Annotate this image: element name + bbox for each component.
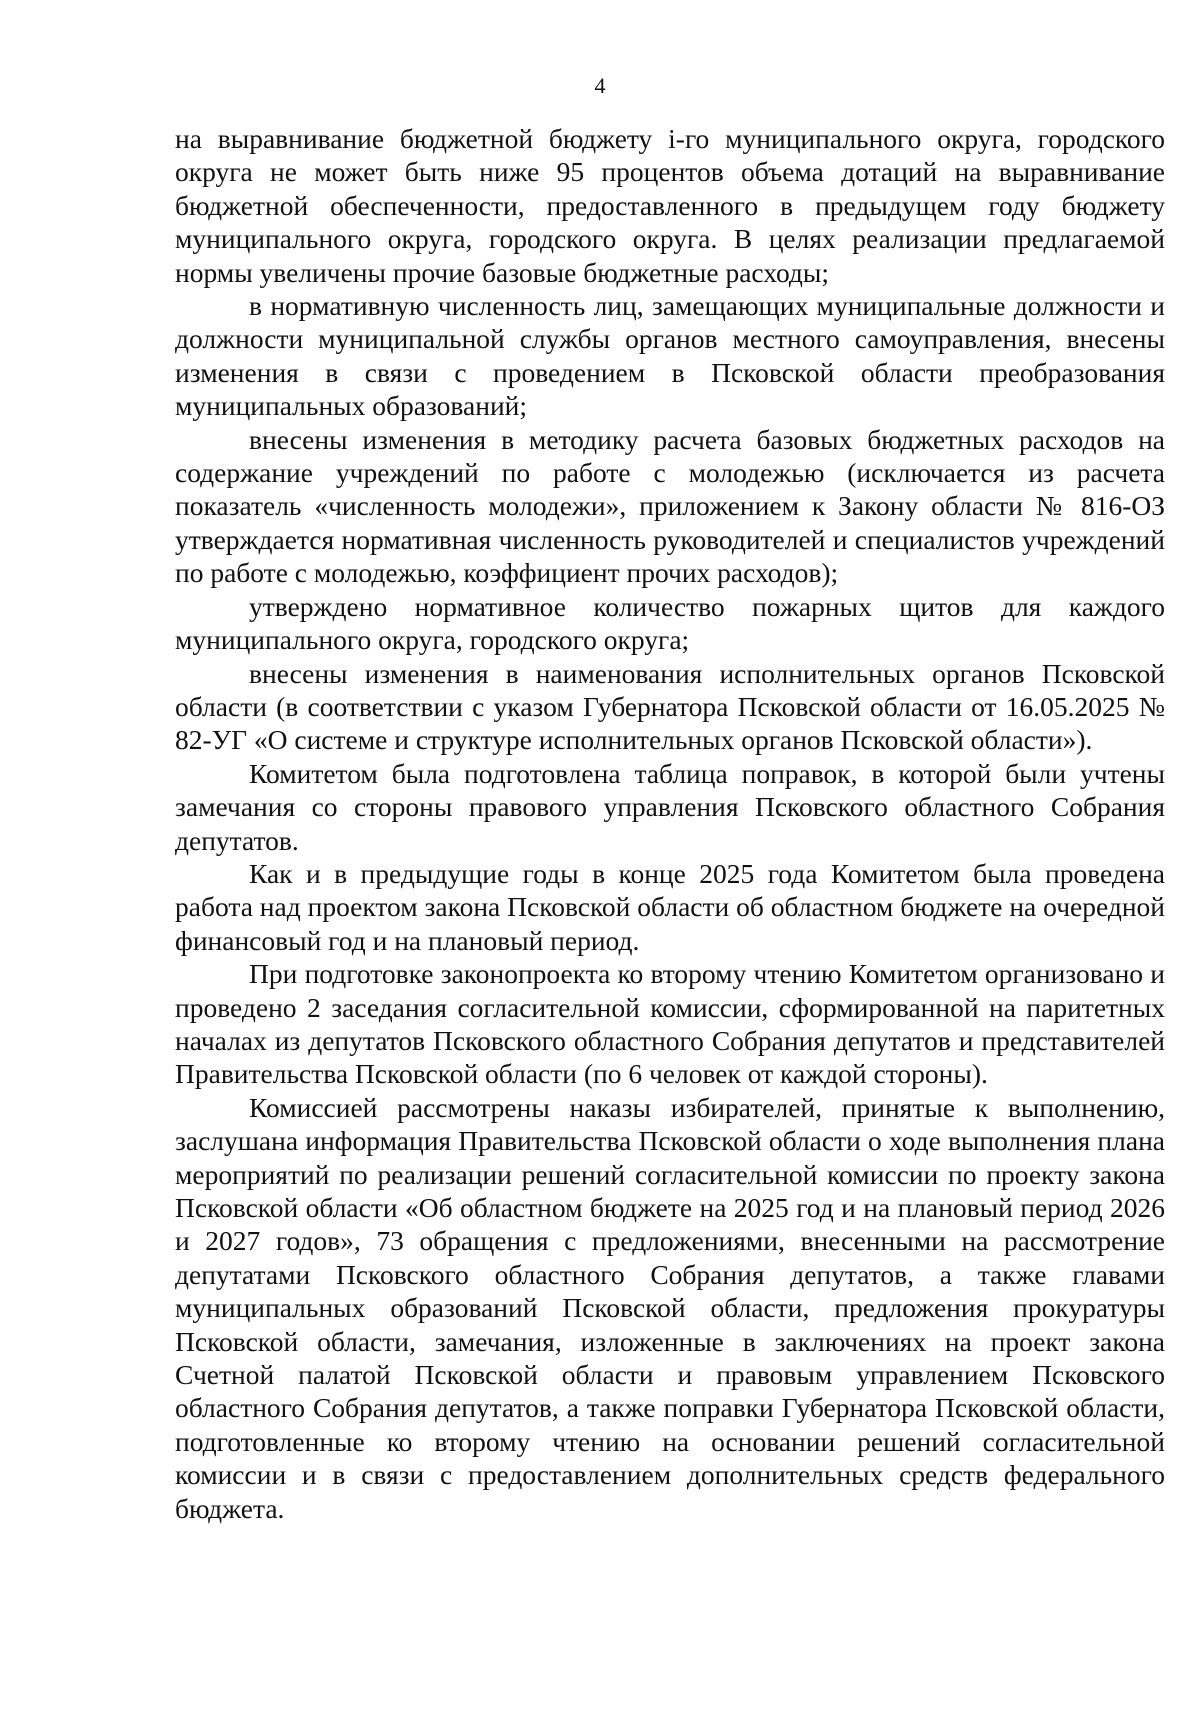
- paragraph-amendments-table: Комитетом была подготовлена таблица поправок, в которой были учтены замечания со стороны правового управления Псковского областного Собрания депутатов.: [175, 757, 1165, 856]
- paragraph-fire-shields: утверждено нормативное количество пожарных щитов для каждого муниципального округа, городского округа;: [175, 590, 1165, 656]
- paragraph-staff-numbers: в нормативную численность лиц, замещающих муниципальные должности и должности муниципальной службы органов местного самоуправления, внесены изменения в связи с проведением в Псковской области преобразования муниципальных образований;: [175, 290, 1165, 422]
- paragraph-youth-methodology: внесены изменения в методику расчета базовых бюджетных расходов на содержание учреждений по работе с молодежью (исключается из расчета показатель «численность молодежи», приложением к Закону области № 816-ОЗ утверждается нормативная численность руководителей и специалистов учреждений по работе с молодежью, коэффициент прочих расходов);: [175, 423, 1165, 589]
- paragraph-budget-draft-work: Как и в предыдущие годы в конце 2025 года Комитетом была проведена работа над проектом закона Псковской области об областном бюджете на очередной финансовый год и на плановый период.: [175, 857, 1165, 956]
- paragraph-conciliation-commission: При подготовке законопроекта ко второму чтению Комитетом организовано и проведено 2 заседания согласительной комиссии, сформированной на паритетных началах из депутатов Псковского областного Собрания депутатов и представителей Правительства Псковской области (по 6 человек от каждой стороны).: [175, 958, 1165, 1090]
- page-number: 4: [594, 73, 606, 98]
- document-body: [175, 122, 1165, 1525]
- paragraph-commission-review: Комиссией рассмотрены наказы избирателей, принятые к выполнению, заслушана информация Правительства Псковской области о ходе выполнения плана мероприятий по реализации решений согласительной комиссии по проекту закона Псковской области «Об областном бюджете на 2025 год и на плановый период 2026 и 2027 годов», 73 обращения с предложениями, внесенными на рассмотрение депутатами Псковского областного Собрания депутатов, а также главами муниципальных образований Псковской области, предложения прокуратуры Псковской области, замечания, изложенные в заключениях на проект закона Счетной палатой Псковской области и правовым управлением Псковского областного Собрания депутатов, а также поправки Губернатора Псковской области, подготовленные ко второму чтению на основании решений согласительной комиссии и в связи с предоставлением дополнительных средств федерального бюджета.: [175, 1091, 1165, 1524]
- paragraph-executive-bodies: внесены изменения в наименования исполнительных органов Псковской области (в соответствии с указом Губернатора Псковской области от 16.05.2025 № 82-УГ «О системе и структуре исполнительных органов Псковской области»).: [175, 657, 1165, 756]
- paragraph-budget-equalization: на выравнивание бюджетной бюджету i-го муниципального округа, городского округа не может быть ниже 95 процентов объема дотаций на выравнивание бюджетной обеспеченности, предоставленного в предыдущем году бюджету муниципального округа, городского округа. В целях реализации предлагаемой нормы увеличены прочие базовые бюджетные расходы;: [175, 123, 1165, 288]
